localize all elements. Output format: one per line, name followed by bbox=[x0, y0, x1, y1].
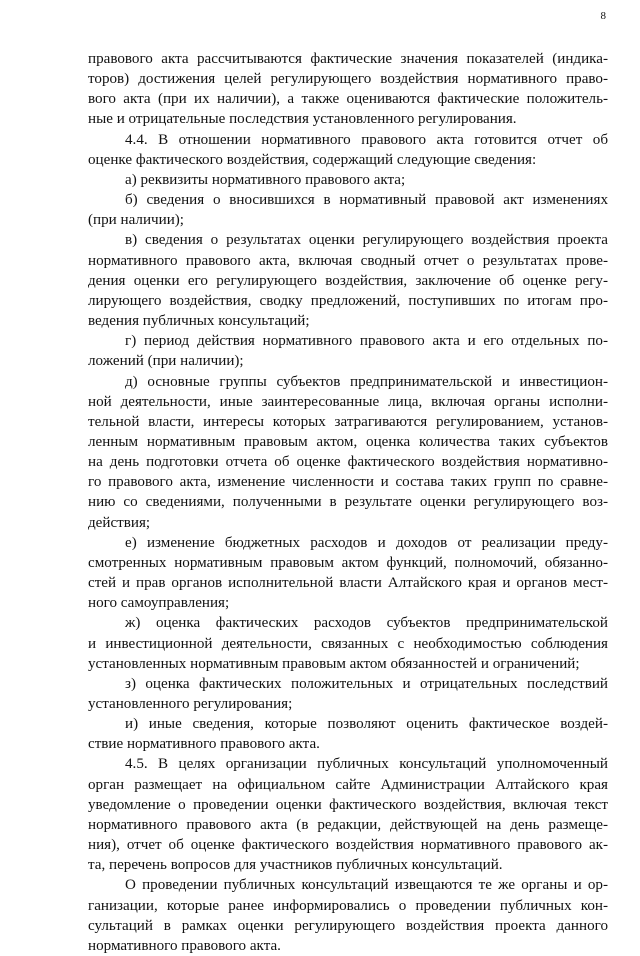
document-body bbox=[88, 49, 608, 956]
text-line: 4.5. В целях организации публичных консультаций уполномоченный bbox=[125, 756, 608, 773]
text-line: ж) оценка фактических расходов субъектов предпринимательской bbox=[125, 615, 608, 632]
text-line: нию со сведениями, полученными в результате оценки регулирующего воз- bbox=[88, 494, 608, 511]
text-line: з) оценка фактических положительных и отрицательных последствий bbox=[125, 675, 608, 692]
text-line: в) сведения о результатах оценки регулирующего воздействия проекта bbox=[125, 232, 608, 249]
text-line: лирующего воздействия, сводку предложений, поступивших по итогам про- bbox=[88, 292, 608, 309]
text-line: та, перечень вопросов для участников публичных консультаций. bbox=[88, 857, 503, 874]
text-line: стей и прав органов исполнительной власти Алтайского края и органов мест- bbox=[88, 575, 608, 592]
text-line: нормативного правового акта. bbox=[88, 937, 281, 954]
text-line: 4.4. В отношении нормативного правового акта готовится отчет об bbox=[125, 131, 608, 148]
text-line: на день подготовки отчета об оценке фактического воздействия нормативно- bbox=[88, 454, 608, 471]
text-line: ствие нормативного правового акта. bbox=[88, 736, 320, 753]
text-line: торов) достижения целей регулирующего воздействия нормативного право- bbox=[88, 71, 608, 88]
text-line: б) сведения о вносившихся в нормативный правовой акт изменениях bbox=[125, 192, 608, 209]
text-line: О проведении публичных консультаций извещаются те же органы и ор- bbox=[125, 877, 608, 894]
text-line: ганизации, которые ранее информировались о проведении публичных кон- bbox=[88, 897, 608, 914]
text-line: установленных нормативным правовым актом обязанностей и ограничений; bbox=[88, 655, 580, 672]
text-line: и) иные сведения, которые позволяют оценить фактическое воздей- bbox=[125, 716, 608, 733]
text-line: сультаций в рамках оценки регулирующего воздействия проекта данного bbox=[88, 917, 608, 934]
text-line: тельной власти, интересы которых затрагиваются регулированием, установ- bbox=[88, 413, 608, 430]
text-line: е) изменение бюджетных расходов и доходов от реализации преду- bbox=[125, 534, 608, 551]
text-line: ния), отчет об оценке фактического воздействия нормативного правового ак- bbox=[88, 837, 608, 854]
page-number: 8 bbox=[600, 10, 606, 22]
text-line: д) основные группы субъектов предпринимательской и инвестицион- bbox=[125, 373, 608, 390]
text-line: г) период действия нормативного правового акта и его отдельных по- bbox=[125, 333, 608, 350]
text-line: го правового акта, изменение численности и состава таких групп по сравне- bbox=[88, 474, 608, 491]
text-line: а) реквизиты нормативного правового акта; bbox=[125, 171, 406, 188]
text-line: ного самоуправления; bbox=[88, 595, 230, 612]
text-line: вого акта (при их наличии), а также оцениваются фактические положитель- bbox=[88, 91, 608, 108]
text-line: ложений (при наличии); bbox=[88, 353, 244, 370]
text-line: орган размещает на официальном сайте Администрации Алтайского края bbox=[88, 776, 608, 793]
text-line: нормативного правового акта (в редакции, действующей на день размеще- bbox=[88, 816, 608, 833]
text-line: ведения публичных консультаций; bbox=[88, 313, 310, 330]
text-line: смотренных нормативным правовым актом функций, полномочий, обязанно- bbox=[88, 554, 608, 571]
text-line: дения оценки его регулирующего воздействия, заключение об оценке регу- bbox=[88, 272, 608, 289]
text-line: нормативного правового акта, включая сводный отчет о результатах прове- bbox=[88, 252, 608, 269]
text-line: уведомление о проведении оценки фактического воздействия, включая текст bbox=[88, 796, 608, 813]
text-line: и инвестиционной деятельности, связанных с необходимостью соблюдения bbox=[88, 635, 608, 652]
text-line: ленным нормативным правовым актом, оценка количества таких субъектов bbox=[88, 433, 608, 450]
text-line: ной деятельности, иные заинтересованные лица, включая органы исполни- bbox=[88, 393, 608, 410]
text-line: правового акта рассчитываются фактические значения показателей (индика- bbox=[88, 51, 608, 67]
text-line: ные и отрицательные последствия установленного регулирования. bbox=[88, 111, 517, 128]
text-line: оценке фактического воздействия, содержащий следующие сведения: bbox=[88, 151, 537, 168]
text-line: (при наличии); bbox=[88, 212, 184, 229]
text-line: установленного регулирования; bbox=[88, 696, 293, 712]
text-line: действия; bbox=[88, 514, 151, 531]
